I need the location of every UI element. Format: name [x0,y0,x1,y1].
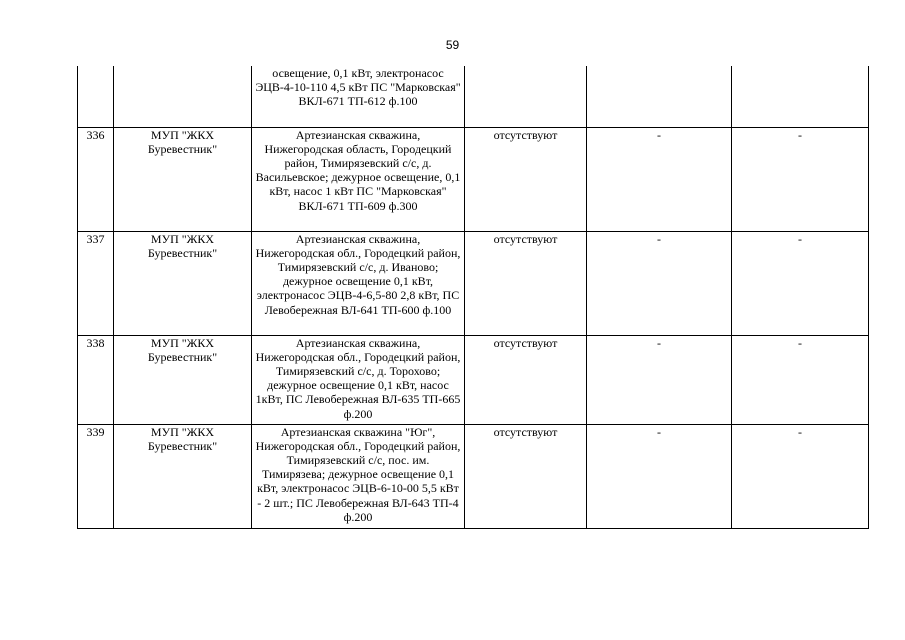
row-number: 336 [78,127,114,231]
page-number: 59 [445,38,460,52]
object-description-cell: освещение, 0,1 кВт, электронасос ЭЦВ-4-10-110 4,5 кВт ПС "Марковская" ВКЛ-671 ТП-612 ф.100 [252,66,465,127]
organization-cell: МУП "ЖКХ Буревестник" [114,127,252,231]
column-5-cell [587,66,732,127]
object-description-cell: Артезианская скважина, Нижегородская область, Городецкий район, Тимирязевский с/с, д. Васильевское; дежурное освещение, 0,1 кВт, насос 1 кВт ПС "Марковская" ВКЛ-671 ТП-609 ф.300 [252,127,465,231]
object-description-cell: Артезианская скважина, Нижегородская обл., Городецкий район, Тимирязевский с/с, д. Торохово; дежурное освещение 0,1 кВт, насос 1кВт, ПС Левобережная ВЛ-635 ТП-665 ф.200 [252,335,465,424]
column-6-cell: - [732,424,869,528]
column-5-cell: - [587,127,732,231]
status-cell: отсутствуют [465,335,587,424]
row-number: 337 [78,231,114,335]
object-description-cell: Артезианская скважина "Юг", Нижегородская обл., Городецкий район, Тимирязевский с/с, пос. им. Тимирязева; дежурное освещение 0,1 кВт, электронасос ЭЦВ-6-10-00 5,5 кВт - 2 шт.; ПС Левобережная ВЛ-643 ТП-4 ф.200 [252,424,465,528]
organization-cell: МУП "ЖКХ Буревестник" [114,335,252,424]
table-row [78,335,869,424]
row-number: 339 [78,424,114,528]
column-5-cell: - [587,231,732,335]
row-number [78,66,114,127]
organization-cell [114,66,252,127]
status-cell [465,66,587,127]
organization-cell: МУП "ЖКХ Буревестник" [114,231,252,335]
column-6-cell: - [732,335,869,424]
table-row [78,66,869,127]
registry-table [77,66,869,529]
column-5-cell: - [587,424,732,528]
status-cell: отсутствуют [465,127,587,231]
table-row [78,231,869,335]
status-cell: отсутствуют [465,231,587,335]
column-6-cell: - [732,127,869,231]
status-cell: отсутствуют [465,424,587,528]
column-6-cell: - [732,231,869,335]
table-row [78,424,869,528]
organization-cell: МУП "ЖКХ Буревестник" [114,424,252,528]
row-number: 338 [78,335,114,424]
column-5-cell: - [587,335,732,424]
object-description-cell: Артезианская скважина, Нижегородская обл., Городецкий район, Тимирязевский с/с, д. Иваново; дежурное освещение 0,1 кВт, электронасос ЭЦВ-4-6,5-80 2,8 кВт, ПС Левобережная ВЛ-641 ТП-600 ф.100 [252,231,465,335]
table-row [78,127,869,231]
column-6-cell [732,66,869,127]
